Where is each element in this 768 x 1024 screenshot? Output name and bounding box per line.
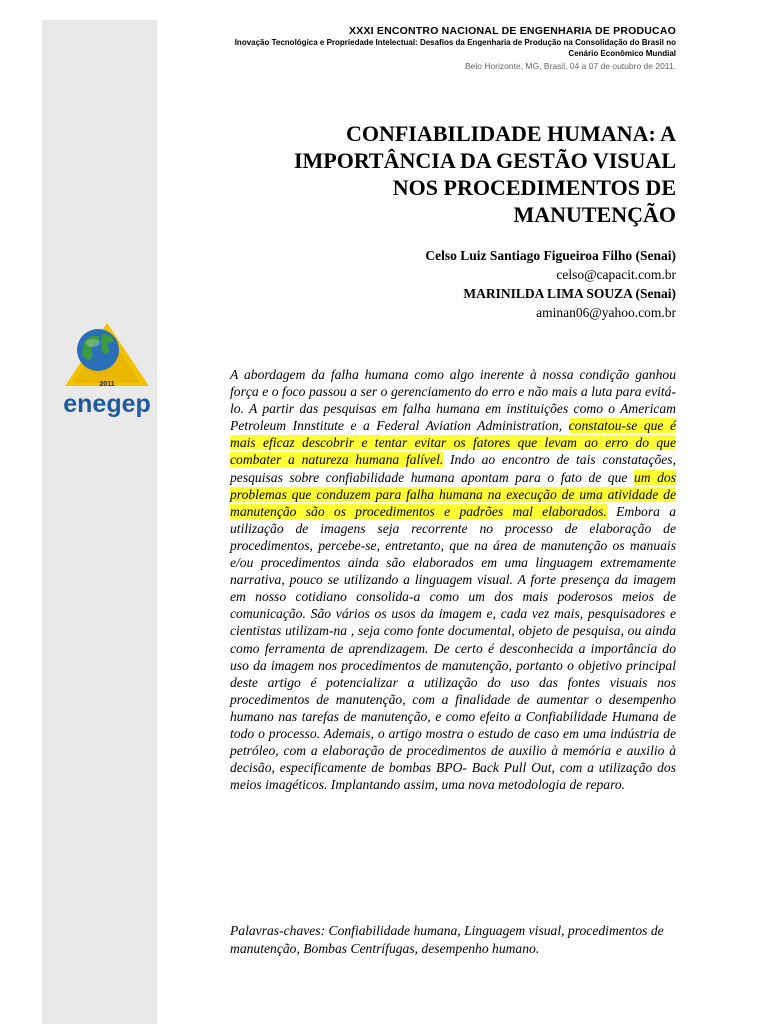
author-email: aminan06@yahoo.com.br [536,305,676,320]
author-name: Celso Luiz Santiago Figueiroa Filho (Senai) [425,248,676,263]
author-name: MARINILDA LIMA SOUZA (Senai) [463,286,676,301]
enegep-logo [60,320,155,420]
conference-header [116,25,676,72]
author-email: celso@capacit.com.br [556,267,676,282]
conference-theme-line1: Inovação Tecnológica e Propriedade Intelectual: Desafios da Engenharia de Produção na Consolidação do Brasil no [234,38,676,47]
title-line: MANUTENÇÃO [513,202,676,227]
abstract [230,366,676,793]
logo-year: 2011 [99,381,115,388]
logo-wordmark: enegep [63,390,151,418]
paper-title [246,120,676,228]
title-line: IMPORTÂNCIA DA GESTÃO VISUAL [293,148,676,173]
title-line: CONFIABILIDADE HUMANA: A [345,121,676,146]
abstract-highlight-1: constatou-se que é mais eficaz descobrir e tentar evitar os fatores que levam ao erro do que combater a natureza humana falível. [230,418,676,468]
conference-place-date: Belo Horizonte, MG, Brasil, 04 a 07 de outubro de 2011. [464,61,676,71]
conference-theme-line2: Cenário Econômico Mundial [568,49,676,58]
abstract-text-part2: Indo ao encontro de tais constatações, pesquisas sobre confiabilidade humana apontam para o fato de que [230,452,676,485]
conference-title: XXXI ENCONTRO NACIONAL DE ENGENHARIA DE PRODUCAO [349,25,676,37]
abstract-highlight-2: um dos problemas que conduzem para falha humana na execução de uma atividade de manutenção são os procedimentos e padrões mal elaborados. [230,469,676,519]
title-line: NOS PROCEDIMENTOS DE [392,175,676,200]
abstract-paragraph [230,366,676,793]
enegep-logo-graphic [60,320,155,420]
abstract-text-part3: Embora a utilização de imagens seja recorrente no processo de elaboração de procedimentos, percebe-se, entretanto, que na área de manutenção os manuais e/ou procedimentos ainda são elaborados em uma linguagem extremamente narrativa, pouco se utilizando a linguagem visual. A forte presença da imagem em nosso cotidiano consolida-a como um dos mais poderosos meios de comunicação. São vários os usos da imagem e, cada vez mais, pesquisadores e cientistas utilizam-na , seja como fonte documental, objeto de pesquisa, ou ainda como ferramenta de aprendizagem. De certo é desconhecida a importância do uso da imagem nos procedimentos de manutenção, portanto o objetivo principal deste artigo é potencializar a utilização do uso das fontes visuais nos procedimentos de manutenção, com a finalidade de aumentar o desempenho humano nas tarefas de manutenção, e como efeito a Confiabilidade Humana de todo o processo. Ademais, o artigo mostra o estudo de caso em uma indústria de petróleo, com a elaboração de procedimentos de auxilio à memória e auxilio à decisão, especificamente de bombas BPO- Back Pull Out, com a utilização dos meios imagéticos. Implantando assim, uma nova metodologia de reparo. [230,503,676,793]
abstract-text-part1: A abordagem da falha humana como algo inerente à nossa condição ganhou força e o foco passou a ser o gerenciamento do erro e não mais a luta para evitá-lo. A partir das pesquisas em falha humana em instituições como o Americam Petroleum Innstitute e a Federal Aviation Administration, [230,367,676,434]
left-margin-band [42,20,157,1024]
keywords: Palavras-chaves: Confiabilidade humana, Linguagem visual, procedimentos de manutenção, Bombas Centrífugas, desempenho humano. [230,923,664,956]
author-block [425,246,676,322]
